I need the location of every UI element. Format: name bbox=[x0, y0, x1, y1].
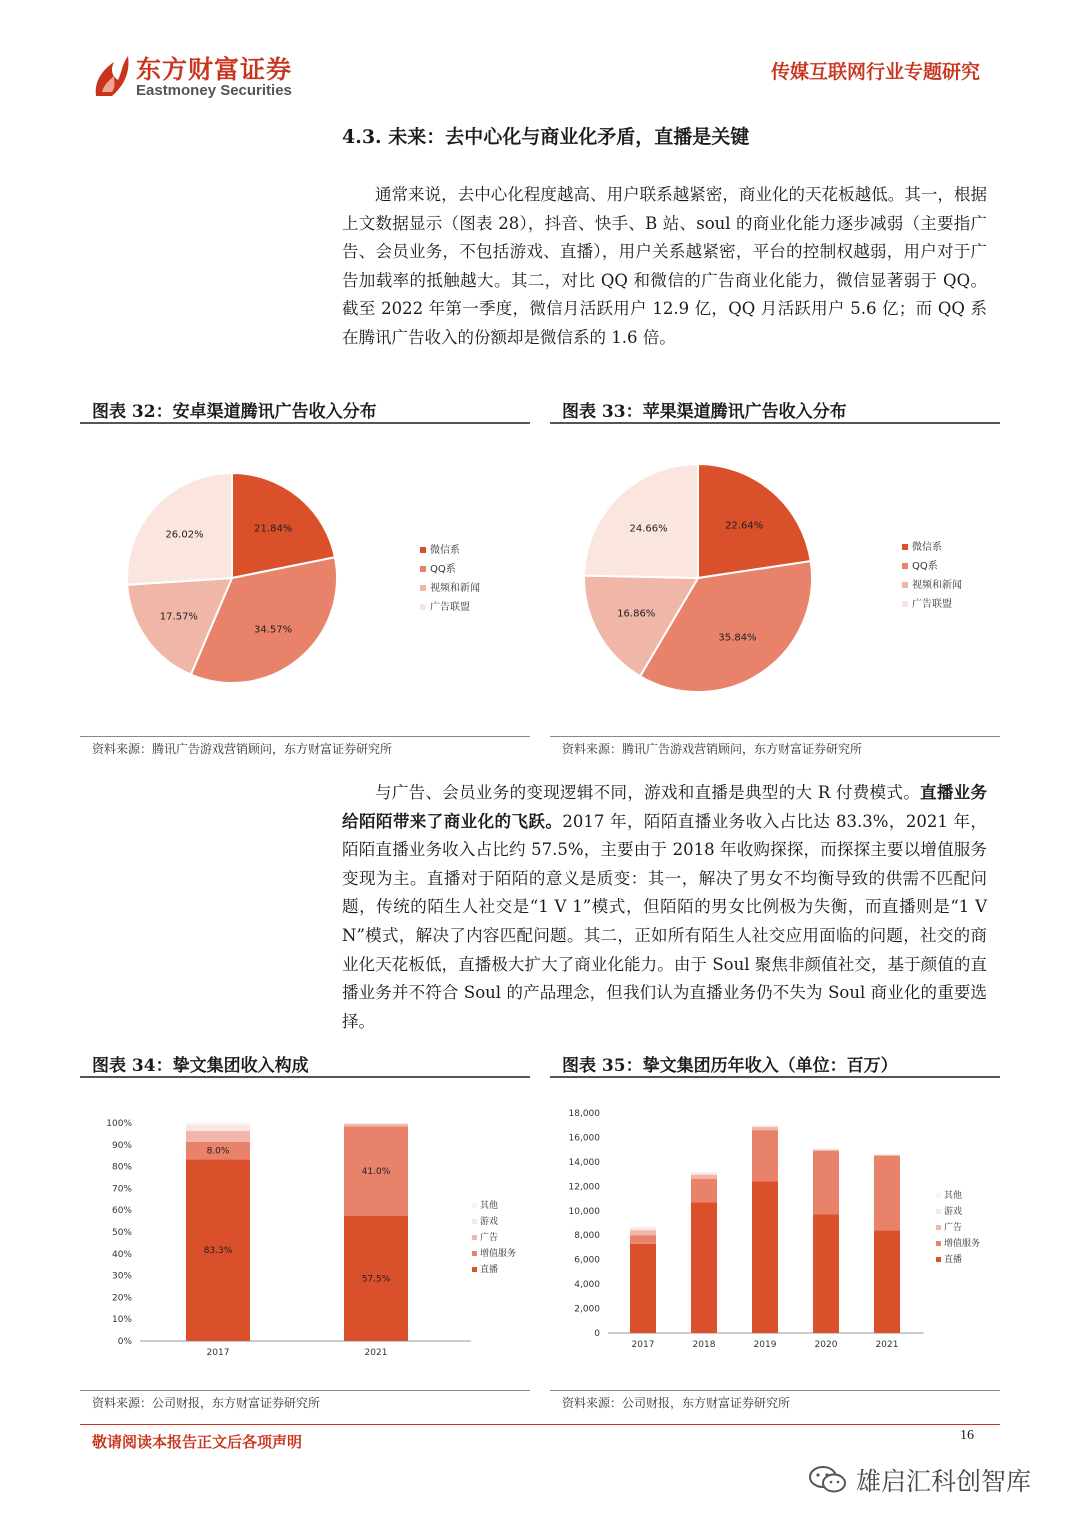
legend-label: QQ系 bbox=[430, 564, 456, 575]
x-tick-label: 2021 bbox=[364, 1348, 388, 1358]
paragraph-2-bold: 直播业务给陌陌带来了商业化的飞跃。 bbox=[342, 783, 987, 831]
y-tick-label: 70% bbox=[111, 1184, 132, 1195]
y-tick-label: 30% bbox=[111, 1271, 132, 1282]
bar-segment bbox=[752, 1125, 778, 1126]
legend-label: 视频和新闻 bbox=[912, 580, 962, 591]
legend-label: 微信系 bbox=[430, 545, 460, 556]
page-number: 16 bbox=[960, 1428, 974, 1443]
legend-label: 其他 bbox=[944, 1191, 963, 1201]
bar-segment bbox=[813, 1150, 839, 1151]
x-tick-label: 2020 bbox=[814, 1340, 838, 1350]
paragraph-1 bbox=[342, 181, 987, 353]
bar-segment bbox=[630, 1230, 656, 1235]
y-tick-label: 12,000 bbox=[568, 1182, 600, 1193]
legend-label: 增值服务 bbox=[944, 1239, 981, 1249]
paragraph-2-rest: 2017 年，陌陌直播业务收入占比达 83.3%，2021 年，陌陌直播业务收入占比约 57.5%，主要由于 2018 年收购探探，而探探主要以增值服务变现为主。直播对于陌陌的意义是质变：其一，解决了男女不均衡导致的供需不匹配问题，传统的陌生人社交是“1 V 1”模式，但陌陌的男女比例极为失衡，而直播则是“1 V N”模式，解决了内容匹配问题。其二，正如所有陌生人社交应用面临的问题，社交的商业化天花板低，直播极大扩大了商业化能力。由于 Soul 聚焦非颜值社交，基于颜值的直播业务并不符合 Soul 的产品理念，但我们认为直播业务仍不失为 Soul 商业化的重要选择。 bbox=[342, 811, 988, 1031]
legend-label: 视频和新闻 bbox=[430, 583, 480, 594]
bar-segment bbox=[874, 1156, 900, 1231]
bar-segment bbox=[813, 1214, 839, 1333]
pie-value-label: 24.66% bbox=[629, 523, 668, 535]
bar-segment bbox=[186, 1131, 250, 1142]
watermark-text: 雄启汇科创智库 bbox=[856, 1467, 1032, 1496]
y-tick-label: 100% bbox=[106, 1119, 132, 1129]
fig33-title: 图表 33：苹果渠道腾讯广告收入分布 bbox=[562, 402, 847, 422]
legend-swatch bbox=[902, 544, 908, 550]
legend-swatch bbox=[472, 1235, 477, 1240]
legend-label: 直播 bbox=[944, 1255, 963, 1265]
pie-value-label: 22.64% bbox=[725, 520, 764, 532]
bar-segment bbox=[752, 1181, 778, 1333]
legend-swatch bbox=[420, 604, 426, 610]
legend-swatch bbox=[936, 1193, 941, 1198]
logo-en: Eastmoney Securities bbox=[136, 82, 292, 99]
pie-slice-3 bbox=[584, 464, 698, 578]
fig34-bar-chart bbox=[80, 1085, 530, 1385]
fig35-bar-chart bbox=[550, 1085, 1000, 1385]
legend-label: QQ系 bbox=[912, 561, 938, 572]
fig35-title-rule bbox=[550, 1076, 1000, 1078]
fig34-title-rule bbox=[80, 1076, 530, 1078]
legend-label: 广告 bbox=[944, 1223, 963, 1233]
fig35-source: 资料来源：公司财报，东方财富证券研究所 bbox=[562, 1396, 791, 1410]
bar-segment bbox=[186, 1126, 250, 1131]
x-tick-label: 2021 bbox=[875, 1340, 899, 1350]
pie-value-label: 17.57% bbox=[159, 611, 198, 623]
bar-segment bbox=[874, 1155, 900, 1156]
legend-label: 广告 bbox=[480, 1233, 499, 1243]
y-tick-label: 6,000 bbox=[574, 1255, 600, 1266]
y-tick-label: 10,000 bbox=[568, 1206, 600, 1217]
y-tick-label: 8,000 bbox=[574, 1231, 600, 1242]
footer-disclaimer: 敬请阅读本报告正文后各项声明 bbox=[92, 1433, 303, 1451]
legend-label: 微信系 bbox=[912, 542, 942, 553]
fig32-pie-chart bbox=[80, 430, 530, 730]
fig33-bottom-rule bbox=[550, 736, 1000, 737]
bar-segment bbox=[344, 1123, 408, 1124]
paragraph-1-text: 通常来说，去中心化程度越高、用户联系越紧密，商业化的天花板越低。其一，根据上文数据显示（图表 28），抖音、快手、B 站、soul 的商业化能力逐步减弱（主要指广告、会员业务，不包括游戏、直播），用户关系越紧密，平台的控制权越弱，用户对于广告加载率的抵触越大。其二，对比 QQ 和微信的广告商业化能力，微信显著弱于 QQ。截至 2022 年第一季度，微信月活跃用户 12.9 亿，QQ 月活跃用户 5.6 亿；而 QQ 系在腾讯广告收入的份额却是微信系的 1.6 倍。 bbox=[342, 185, 987, 347]
y-tick-label: 10% bbox=[111, 1315, 132, 1326]
logo-flame-icon bbox=[92, 52, 132, 98]
wechat-icon bbox=[808, 1464, 848, 1496]
y-tick-label: 14,000 bbox=[568, 1157, 600, 1168]
bar-segment bbox=[752, 1130, 778, 1181]
bar-segment bbox=[691, 1173, 717, 1175]
fig32-bottom-rule bbox=[80, 736, 530, 737]
legend-label: 其他 bbox=[480, 1201, 499, 1211]
y-tick-label: 20% bbox=[111, 1293, 132, 1304]
bar-segment bbox=[630, 1244, 656, 1333]
bar-segment bbox=[344, 1124, 408, 1126]
fig33-pie-chart bbox=[550, 430, 1000, 730]
y-tick-label: 80% bbox=[111, 1162, 132, 1173]
legend-swatch bbox=[420, 585, 426, 591]
legend-label: 广告联盟 bbox=[430, 602, 470, 613]
footer-rule bbox=[80, 1424, 1000, 1425]
legend-label: 广告联盟 bbox=[912, 599, 952, 610]
pie-value-label: 16.86% bbox=[617, 608, 656, 620]
y-tick-label: 2,000 bbox=[574, 1304, 600, 1315]
y-tick-label: 50% bbox=[111, 1228, 132, 1238]
section-title: 4.3. 未来：去中心化与商业化矛盾，直播是关键 bbox=[342, 126, 750, 148]
legend-swatch bbox=[936, 1241, 941, 1246]
legend-swatch bbox=[936, 1225, 941, 1230]
x-tick-label: 2019 bbox=[753, 1340, 777, 1350]
bar-data-label: 41.0% bbox=[361, 1166, 391, 1177]
bar-segment bbox=[691, 1179, 717, 1202]
logo bbox=[92, 50, 322, 102]
x-tick-label: 2017 bbox=[206, 1348, 230, 1358]
legend-swatch bbox=[472, 1267, 477, 1272]
bar-data-label: 83.3% bbox=[203, 1246, 233, 1257]
y-tick-label: 0 bbox=[594, 1329, 600, 1339]
x-tick-label: 2018 bbox=[692, 1340, 716, 1350]
bar-segment bbox=[630, 1227, 656, 1228]
legend-swatch bbox=[902, 601, 908, 607]
legend-swatch bbox=[472, 1219, 477, 1224]
y-tick-label: 4,000 bbox=[574, 1280, 600, 1291]
legend-swatch bbox=[472, 1203, 477, 1208]
fig35-title: 图表 35：挚文集团历年收入（单位：百万） bbox=[562, 1056, 898, 1076]
legend-label: 直播 bbox=[480, 1265, 499, 1275]
legend-label: 游戏 bbox=[480, 1217, 499, 1227]
legend-swatch bbox=[902, 582, 908, 588]
bar-segment bbox=[691, 1175, 717, 1179]
y-tick-label: 40% bbox=[111, 1249, 132, 1260]
legend-swatch bbox=[936, 1257, 941, 1262]
y-tick-label: 16,000 bbox=[568, 1133, 600, 1144]
paragraph-2 bbox=[342, 779, 987, 1036]
fig32-title: 图表 32：安卓渠道腾讯广告收入分布 bbox=[92, 402, 377, 422]
bar-segment bbox=[630, 1228, 656, 1230]
pie-value-label: 35.84% bbox=[718, 632, 757, 644]
bar-segment bbox=[752, 1127, 778, 1130]
y-tick-label: 18,000 bbox=[568, 1109, 600, 1119]
report-type: 传媒互联网行业专题研究 bbox=[770, 61, 980, 83]
paragraph-2-intro: 与广告、会员业务的变现逻辑不同，游戏和直播是典型的大 R 付费模式。 bbox=[375, 783, 921, 802]
bar-segment bbox=[813, 1151, 839, 1215]
pie-value-label: 21.84% bbox=[254, 523, 293, 535]
legend-swatch bbox=[420, 547, 426, 553]
bar-segment bbox=[691, 1172, 717, 1173]
x-tick-label: 2017 bbox=[631, 1340, 655, 1350]
pie-value-label: 26.02% bbox=[165, 529, 204, 541]
pie-value-label: 34.57% bbox=[254, 624, 293, 636]
bar-segment bbox=[630, 1235, 656, 1244]
bar-segment bbox=[752, 1126, 778, 1127]
y-tick-label: 0% bbox=[117, 1337, 132, 1347]
y-tick-label: 90% bbox=[111, 1140, 132, 1151]
legend-swatch bbox=[902, 563, 908, 569]
logo-cn: 东方财富证券 bbox=[136, 55, 293, 84]
legend-label: 增值服务 bbox=[480, 1249, 517, 1259]
legend-swatch bbox=[472, 1251, 477, 1256]
fig32-title-rule bbox=[80, 422, 530, 424]
bar-segment bbox=[874, 1230, 900, 1333]
bar-segment bbox=[186, 1123, 250, 1126]
y-tick-label: 60% bbox=[111, 1206, 132, 1217]
fig33-source: 资料来源：腾讯广告游戏营销顾问，东方财富证券研究所 bbox=[562, 742, 863, 756]
fig34-title: 图表 34：挚文集团收入构成 bbox=[92, 1056, 309, 1076]
bar-data-label: 57.5% bbox=[361, 1274, 391, 1285]
fig34-bottom-rule bbox=[80, 1390, 530, 1391]
bar-data-label: 8.0% bbox=[206, 1146, 230, 1157]
legend-swatch bbox=[936, 1209, 941, 1214]
fig33-title-rule bbox=[550, 422, 1000, 424]
fig34-source: 资料来源：公司财报，东方财富证券研究所 bbox=[92, 1396, 321, 1410]
bar-segment bbox=[813, 1149, 839, 1150]
fig35-bottom-rule bbox=[550, 1390, 1000, 1391]
legend-swatch bbox=[420, 566, 426, 572]
legend-label: 游戏 bbox=[944, 1207, 963, 1217]
bar-segment bbox=[691, 1202, 717, 1333]
fig32-source: 资料来源：腾讯广告游戏营销顾问，东方财富证券研究所 bbox=[92, 742, 393, 756]
